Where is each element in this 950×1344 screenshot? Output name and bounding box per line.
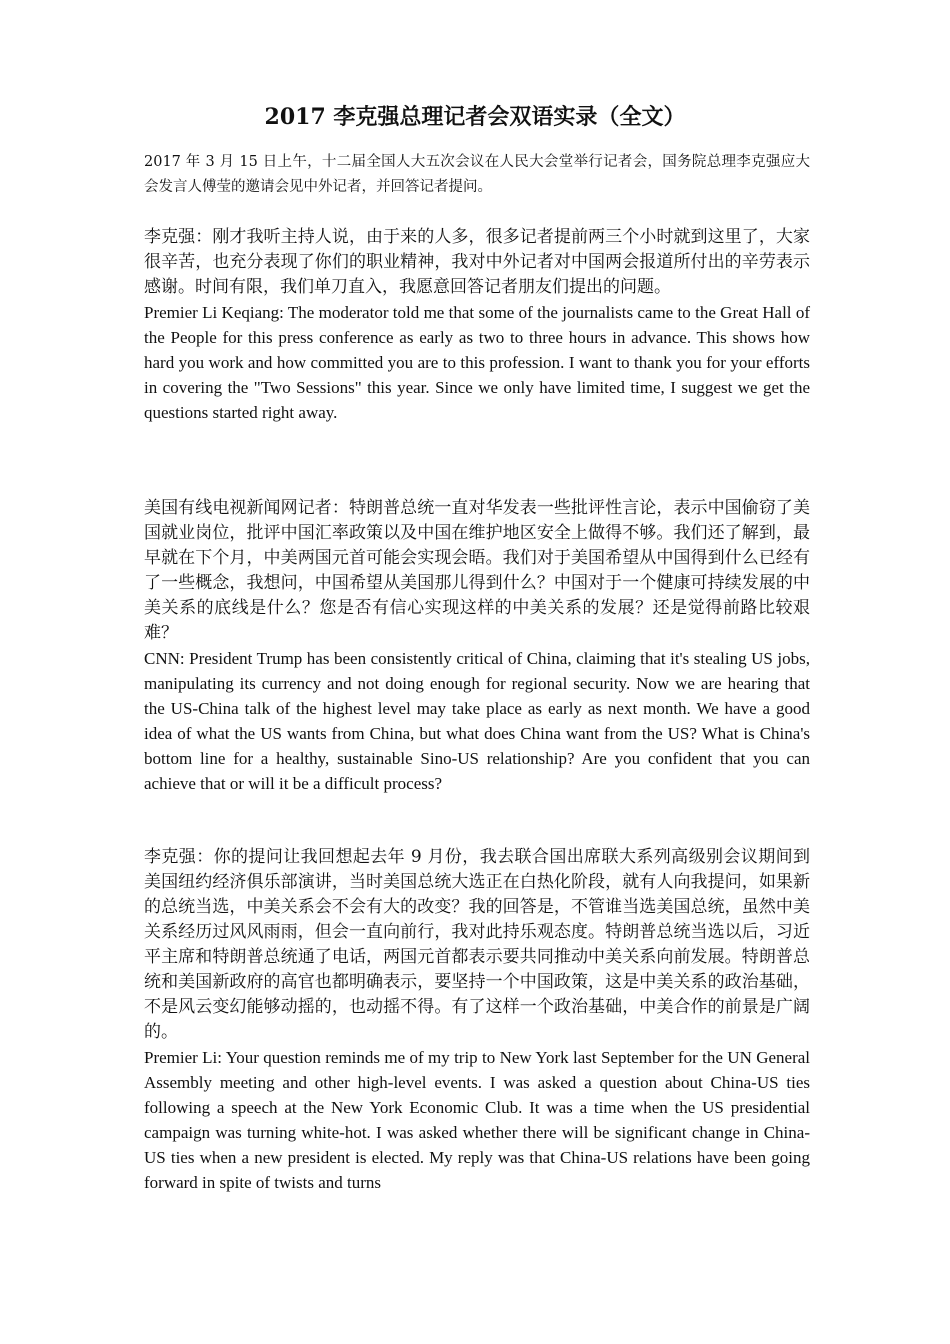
qa-section-3 bbox=[144, 845, 810, 1195]
chinese-paragraph: 李克强：刚才我听主持人说，由于来的人多，很多记者提前两三个小时就到这里了，大家很辛苦，也充分表现了你们的职业精神，我对中外记者对中国两会报道所付出的辛劳表示感谢。时间有限，我们单刀直入，我愿意回答记者朋友们提出的问题。 bbox=[144, 227, 810, 297]
intro-paragraph: 2017 年 3 月 15 日上午，十二届全国人大五次会议在人民大会堂举行记者会，国务院总理李克强应大会发言人傅莹的邀请会见中外记者，并回答记者提问。 bbox=[144, 154, 810, 195]
qa-section-1 bbox=[144, 225, 810, 425]
qa-section-2 bbox=[144, 496, 810, 796]
english-paragraph: Premier Li Keqiang: The moderator told me that some of the journalists came to the Great Hall of the People for this press conference as early as two to three hours in advance. This shows how hard you work and how committed you are to this profession. I want to thank you for your efforts in covering the "Two Sessions" this year. Since we only have limited time, I suggest we get the questions started right away. bbox=[144, 303, 810, 422]
document-title: 2017 李克强总理记者会双语实录（全文） bbox=[264, 104, 686, 130]
english-paragraph: CNN: President Trump has been consistently critical of China, claiming that it's stealing US jobs, manipulating its currency and not doing enough for regional security. Now we are hearing that the US-China talk of the highest level may take place as early as next month. We have a good idea of what the US wants from China, but what does China want from the US? What is China's bottom line for a healthy, sustainable Sino-US relationship? Are you confident that you can achieve that or will it be a difficult process? bbox=[144, 649, 810, 793]
chinese-paragraph: 李克强：你的提问让我回想起去年 9 月份，我去联合国出席联大系列高级别会议期间到美国纽约经济俱乐部演讲，当时美国总统大选正在白热化阶段，就有人向我提问，如果新的总统当选，中美关系会不会有大的改变？我的回答是，不管谁当选美国总统，虽然中美关系经历过风风雨雨，但会一直向前行，我对此持乐观态度。特朗普总统当选以后，习近平主席和特朗普总统通了电话，两国元首都表示要共同推动中美关系向前发展。特朗普总统和美国新政府的高官也都明确表示，要坚持一个中国政策，这是中美关系的政治基础，不是风云变幻能够动摇的，也动摇不得。有了这样一个政治基础，中美合作的前景是广阔的。 bbox=[144, 847, 810, 1042]
english-paragraph: Premier Li: Your question reminds me of my trip to New York last September for the UN General Assembly meeting and other high-level events. I was asked a question about China-US ties following a speech at the New York Economic Club. It was a time when the US presidential campaign was turning white-hot. I was asked whether there will be significant change in China-US ties when a new president is elected. My reply was that China-US relations have been going forward in spite of twists and turns bbox=[144, 1048, 810, 1192]
chinese-paragraph: 美国有线电视新闻网记者：特朗普总统一直对华发表一些批评性言论，表示中国偷窃了美国就业岗位，批评中国汇率政策以及中国在维护地区安全上做得不够。我们还了解到，最早就在下个月，中美两国元首可能会实现会晤。我们对于美国希望从中国得到什么已经有了一些概念，我想问，中国希望从美国那儿得到什么？中国对于一个健康可持续发展的中美关系的底线是什么？您是否有信心实现这样的中美关系的发展？还是觉得前路比较艰难？ bbox=[144, 498, 810, 643]
